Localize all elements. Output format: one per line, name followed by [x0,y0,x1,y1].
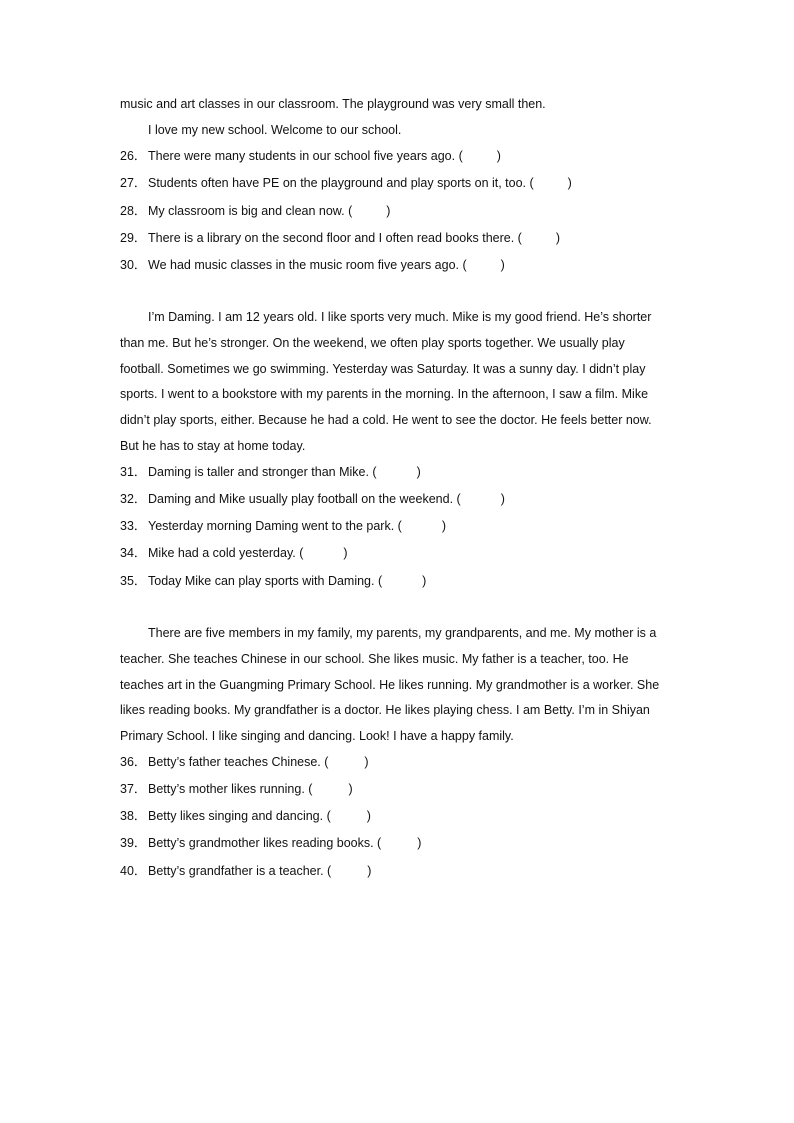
passage3-line-5: Primary School. I like singing and dancing. Look! I have a happy family. [120,729,514,743]
question-number: 29． [120,231,147,245]
question-number: 36． [120,755,147,769]
passage2-line-6: But he has to stay at home today. [120,439,306,453]
question-text: Betty’s father teaches Chinese. ( [148,755,329,769]
passage2-line-5: didn’t play sports, either. Because he had a cold. He went to see the doctor. He feels better now. [120,413,652,427]
question-number: 35． [120,574,147,588]
question-38 [120,807,371,825]
question-close: ) [500,258,505,272]
question-39 [120,834,421,852]
question-32 [120,490,505,508]
question-40 [120,862,371,880]
question-37 [120,780,353,798]
question-35 [120,572,426,590]
question-text: Betty’s grandfather is a teacher. ( [148,864,332,878]
question-close: ) [555,231,560,245]
question-28 [120,202,390,220]
question-text: Betty’s mother likes running. ( [148,782,313,796]
passage3-line-3: teaches art in the Guangming Primary School. He likes running. My grandmother is a worker. She [120,678,660,692]
question-text: Betty’s grandmother likes reading books. ( [148,836,382,850]
question-text: Yesterday morning Daming went to the park. ( [148,519,402,533]
question-text: Today Mike can play sports with Daming. ( [148,574,383,588]
question-text: There is a library on the second floor and I often read books there. ( [148,231,522,245]
passage2-line-2: than me. But he’s stronger. On the weekend, we often play sports together. We usually play [120,336,625,350]
question-close: ) [567,176,572,190]
question-number: 30． [120,258,147,272]
question-number: 33． [120,519,147,533]
question-close: ) [348,782,353,796]
question-close: ) [422,574,427,588]
question-number: 39． [120,836,147,850]
question-text: My classroom is big and clean now. ( [148,204,353,218]
question-number: 37． [120,782,147,796]
passage3-line-1: There are five members in my family, my parents, my grandparents, and me. My mother is a [148,626,657,640]
question-close: ) [500,492,505,506]
question-number: 27． [120,176,147,190]
question-close: ) [441,519,447,533]
question-number: 31． [120,465,147,479]
question-33 [120,517,446,535]
question-close: ) [343,546,348,560]
question-close: ) [417,836,422,850]
question-31 [120,463,421,481]
question-number: 40． [120,864,147,878]
passage2-line-3: football. Sometimes we go swimming. Yesterday was Saturday. It was a sunny day. I didn’t play [120,362,646,376]
question-27 [120,174,572,192]
question-close: ) [364,755,369,769]
question-36 [120,753,369,771]
question-29 [120,229,560,247]
question-number: 26． [120,149,147,163]
question-30 [120,256,505,274]
question-text: Betty likes singing and dancing. ( [148,809,331,823]
question-number: 32． [120,492,147,506]
question-text: Students often have PE on the playground and play sports on it, too. ( [148,176,534,190]
question-number: 38． [120,809,147,823]
passage2-line-1: I’m Daming. I am 12 years old. I like sports very much. Mike is my good friend. He’s shorter [148,310,652,324]
question-26 [120,147,501,165]
question-close: ) [366,809,371,823]
question-close: ) [496,149,501,163]
question-close: ) [367,864,372,878]
question-number: 28． [120,204,147,218]
question-close: ) [416,465,421,479]
question-text: We had music classes in the music room five years ago. ( [148,258,467,272]
question-text: Mike had a cold yesterday. ( [148,546,304,560]
question-number: 34． [120,546,147,560]
question-34 [120,544,348,562]
question-text: Daming and Mike usually play football on the weekend. ( [148,492,461,506]
question-text: Daming is taller and stronger than Mike. ( [148,465,377,479]
passage3-line-4: likes reading books. My grandfather is a doctor. He likes playing chess. I am Betty. I’m in Shiyan [120,703,650,717]
question-text: There were many students in our school five years ago. ( [148,149,463,163]
question-close: ) [386,204,391,218]
passage1-line-2: I love my new school. Welcome to our school. [148,123,402,137]
passage3-line-2: teacher. She teaches Chinese in our school. She likes music. My father is a teacher, too. He [120,652,629,666]
passage1-line-1: music and art classes in our classroom. The playground was very small then. [120,97,546,111]
passage2-line-4: sports. I went to a bookstore with my parents in the morning. In the afternoon, I saw a film. Mike [120,387,649,401]
